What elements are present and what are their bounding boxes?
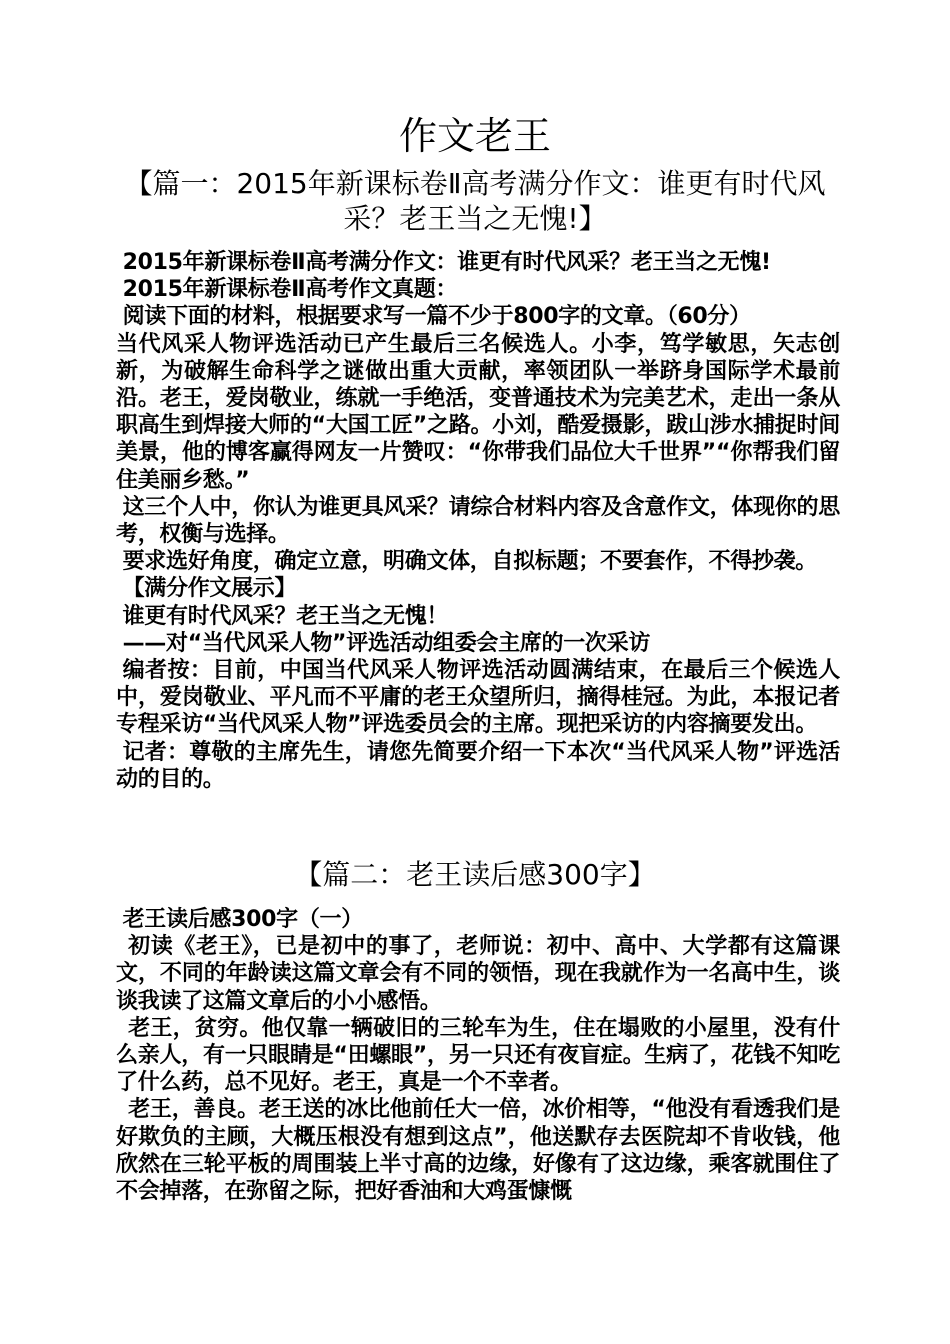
paragraph: 老王，善良。老王送的冰比他前任大一倍，冰价相等，“他没有看透我们是好欺负的主顾，大概压根没有想到这点”，他送默存去医院却不肯收钱，他欣然在三轮平板的周围装上半寸高的边缘，好像有了这边缘，乘客就围住了不会掉落，在弥留之际，把好香油和大鸡蛋慷慨 <box>116 1097 840 1205</box>
paragraph: 2015年新课标卷Ⅱ高考作文真题： <box>122 277 458 303</box>
section-heading-2: 【篇二：老王读后感300字】 <box>294 858 656 891</box>
paragraph: 【满分作文展示】 <box>122 576 297 602</box>
section-heading-1: 【篇一：2015年新课标卷Ⅱ高考满分作文：谁更有时代风采？老王当之无愧!】 <box>124 167 826 235</box>
section-body-2 <box>116 906 840 1205</box>
paragraph: 这三个人中，你认为谁更具风采？请综合材料内容及含意作文，体现你的思考，权衡与选择。 <box>116 494 840 548</box>
paragraph: 老王读后感300字（一） <box>122 907 363 932</box>
paragraph: 编者按：目前，中国当代风采人物评选活动圆满结束，在最后三个候选人中，爱岗敬业、平凡而不平庸的老王众望所归，摘得桂冠。为此，本报记者专程采访“当代风采人物”评选委员会的主席。现把采访的内容摘要发出。 <box>116 658 840 738</box>
paragraph: ——对“当代风采人物”评选活动组委会主席的一次采访 <box>122 630 651 656</box>
document-title: 作文老王 <box>398 114 551 158</box>
paragraph: 记者：尊敬的主席先生，请您先简要介绍一下本次“当代风采人物”评选活动的目的。 <box>116 739 840 792</box>
paragraph: 老王，贫穷。他仅靠一辆破旧的三轮车为生，住在塌败的小屋里，没有什么亲人，有一只眼睛是“田螺眼”，另一只还有夜盲症。生病了，花钱不知吃了什么药，总不见好。老王，真是一个不幸者。 <box>116 1015 840 1096</box>
paragraph: 谁更有时代风采？老王当之无愧！ <box>122 603 449 629</box>
paragraph: 2015年新课标卷Ⅱ高考满分作文：谁更有时代风采？老王当之无愧! <box>122 250 771 275</box>
paragraph: 要求选好角度，确定立意，明确文体，自拟标题；不要套作，不得抄袭。 <box>122 549 817 575</box>
paragraph: 当代风采人物评选活动已产生最后三名候选人。小李，笃学敏思，矢志创新，为破解生命科学之谜做出重大贡献，率领团队一举跻身国际学术最前沿。老王，爱岗敬业，练就一手绝活，变普通技术为完美艺术，走出一条从职高生到焊接大师的“大国工匠”之路。小刘，酷爱摄影，跋山涉水捕捉时间美景，他的博客赢得网友一片赞叹：“你带我们品位大千世界”“你帮我们留住美丽乡愁。” <box>116 331 840 493</box>
paragraph: 初读《老王》，已是初中的事了，老师说：初中、高中、大学都有这篇课文，不同的年龄读这篇文章会有不同的领悟，现在我就作为一名高中生，谈谈我读了这篇文章后的小小感悟。 <box>116 934 840 1014</box>
section-body-1 <box>116 249 840 793</box>
paragraph: 阅读下面的材料，根据要求写一篇不少于800字的文章。（60分） <box>122 304 751 330</box>
